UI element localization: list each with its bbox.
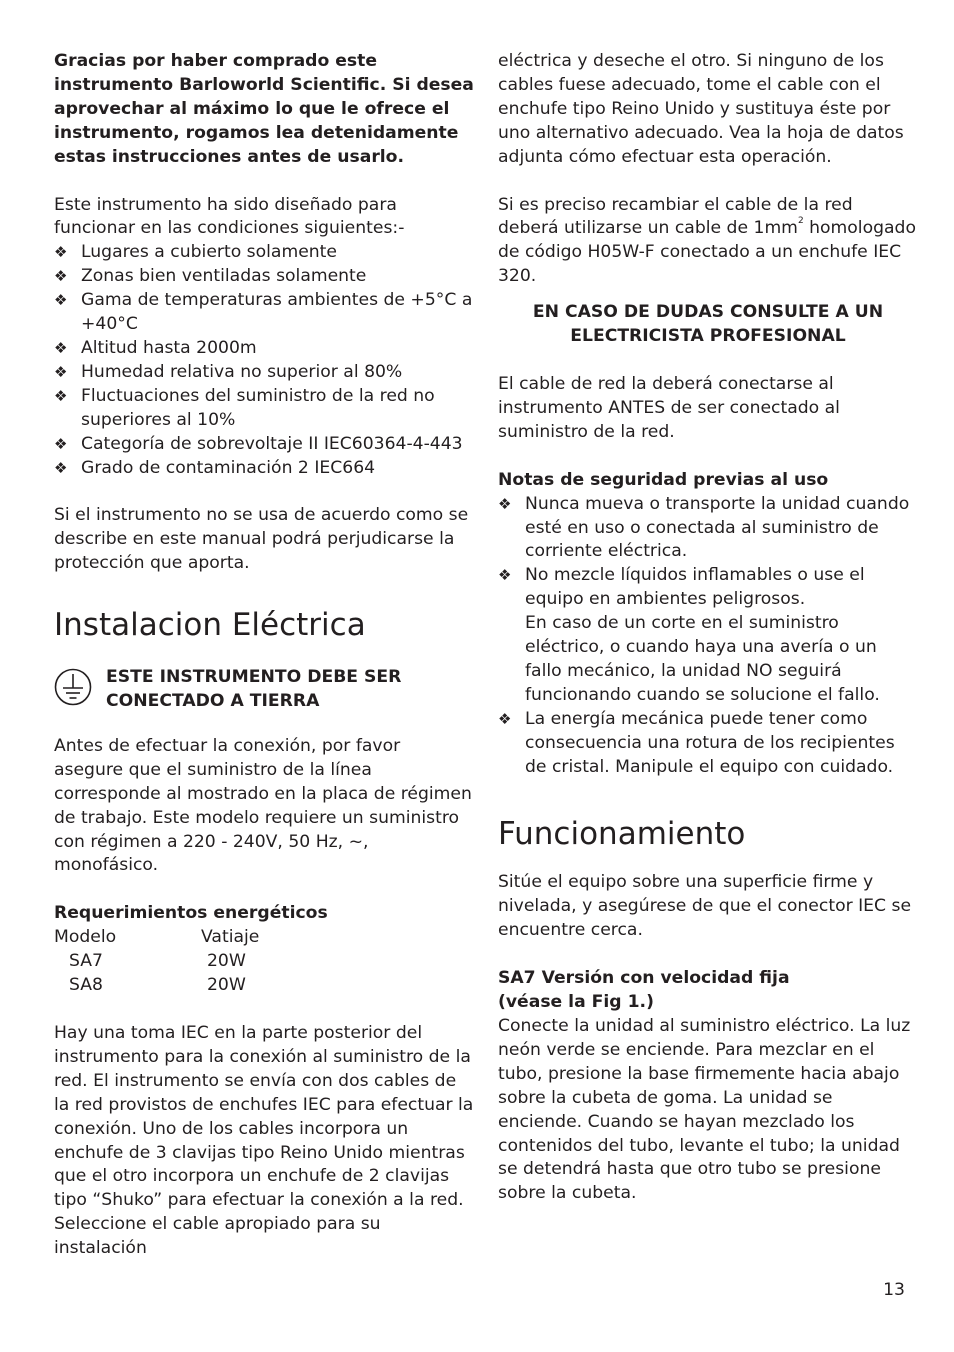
list-item: ❖ Fluctuaciones del suministro de la red no superiores al 10% xyxy=(54,385,435,430)
cable-replace-text: Si es preciso recambiar el cable de la red deberá utilizarse un cable de $1mm^2$ homologado de código H05W-F conectado a un enchufe IEC 320. xyxy=(498,194,916,287)
misuse-text: Si el instrumento no se usa de acuerdo como se describe en este manual podrá perjudicarse la protección que aporta. xyxy=(54,505,469,574)
bullet-icon: ❖ xyxy=(54,386,68,405)
intro-text: Gracias por haber comprado este instrumento Barloworld Scientific. Si desea aprovechar al máximo lo que le ofrece el instrumento, rogamos lea detenidamente estas instrucciones antes de usarlo. xyxy=(54,51,474,167)
connection-text: Antes de efectuar la conexión, por favor asegure que el suministro de la línea corresponde al mostrado en la placa de régimen de trabajo. Este modelo requiere un suministro con régimen a 220 - 240V, 50 Hz, ~, monofásico. xyxy=(54,735,472,876)
list-item: ❖ Zonas bien ventiladas solamente xyxy=(54,265,474,289)
table-row xyxy=(54,974,259,998)
table-row xyxy=(54,950,259,974)
left-column xyxy=(54,50,474,1261)
model-cell: SA7 xyxy=(69,951,103,972)
bullet-icon: ❖ xyxy=(54,267,68,286)
list-item: ❖ No mezcle líquidos inflamables o use el equipo en ambientes peligrosos. En caso de un corte en el suministro eléctrico, o cuando haya una avería o un fallo mecánico, la unidad NO seguirá funcionando cuando se solucione el fallo. xyxy=(498,565,880,705)
power-table xyxy=(54,926,259,998)
bullet-icon: ❖ xyxy=(54,458,68,477)
page-number: 13 xyxy=(883,1280,905,1300)
list-item: ❖ Lugares a cubierto solamente xyxy=(54,241,474,265)
model-cell: SA8 xyxy=(69,975,103,996)
conditions-list xyxy=(54,241,474,480)
sa7-text: Conecte la unidad al suministro eléctrico. La luz neón verde se enciende. Para mezclar en el tubo, presione la base firmemente hacia abajo sobre la cubeta de goma. La unidad se enciende. Cuando se hayan mezclado los contenidos del tubo, levante el tubo; la unidad se detendrá hasta que otro tubo se presione sobre la cubeta. xyxy=(498,1016,911,1204)
safety-list xyxy=(498,493,918,780)
list-item: ❖ Nunca mueva o transporte la unidad cuando esté en uso o conectada al suministro de corriente eléctrica. xyxy=(498,493,910,562)
operation-text: Sitúe el equipo sobre una superficie firme y nivelada, y asegúrese de que el conector IEC se encuentre cerca. xyxy=(498,872,912,941)
operation-heading: Funcionamiento xyxy=(498,816,746,853)
bullet-icon: ❖ xyxy=(54,243,68,262)
install-heading: Instalacion Eléctrica xyxy=(54,607,366,644)
model-header: Modelo xyxy=(54,927,117,948)
iec-text: Hay una toma IEC en la parte posterior del instrumento para la conexión al suministro de la red. El instrumento se envía con dos cables de la red provistos de enchufes IEC para efectuar la conexión. Uno de los cables incorpora un enchufe de 3 clavijas tipo Reino Unido mientras que el otro incorpora un enchufe de 2 clavijas tipo “Shuko” para efectuar la conexión a la red. Seleccione el cable apropiado para su instalación xyxy=(54,1023,474,1259)
list-item: ❖ Categoría de sobrevoltaje II IEC60364-4-443 xyxy=(54,433,474,457)
earth-ground-icon xyxy=(54,668,92,706)
list-item: ❖ Altitud hasta 2000m xyxy=(54,337,474,361)
bullet-icon: ❖ xyxy=(54,434,68,453)
cable-continued-text: eléctrica y deseche el otro. Si ninguno de los cables fuese adecuado, tome el cable con el enchufe tipo Reino Unido y sustituya éste por uno alternativo adecuado. Vea la hoja de datos adjunta cómo efectuar esta operación. xyxy=(498,51,904,167)
list-item: ❖ Gama de temperaturas ambientes de +5°C a +40°C xyxy=(54,290,473,335)
bullet-icon: ❖ xyxy=(498,566,512,585)
bullet-icon: ❖ xyxy=(498,709,512,728)
bullet-icon: ❖ xyxy=(54,338,68,357)
wattage-header: Vatiaje xyxy=(201,927,260,948)
doubt-notice: EN CASO DE DUDAS CONSULTE A UN ELECTRICISTA PROFESIONAL xyxy=(532,302,884,347)
earth-warning-box xyxy=(54,666,474,714)
sa7-heading: SA7 Versión con velocidad fija (véase la Fig 1.) xyxy=(498,968,790,1013)
conditions-intro: Este instrumento ha sido diseñado para funcionar en las condiciones siguientes:- xyxy=(54,194,405,239)
wattage-cell: 20W xyxy=(207,975,246,996)
list-item: ❖ Humedad relativa no superior al 80% xyxy=(54,361,474,385)
connect-first-text: El cable de red la deberá conectarse al instrumento ANTES de ser conectado al suministro de la red. xyxy=(498,373,840,442)
list-item: ❖ Grado de contaminación 2 IEC664 xyxy=(54,457,474,481)
bullet-icon: ❖ xyxy=(54,291,68,310)
power-heading: Requerimientos energéticos xyxy=(54,903,328,924)
table-header-row xyxy=(54,926,259,950)
wattage-cell: 20W xyxy=(207,951,246,972)
right-column xyxy=(498,50,918,1206)
safety-heading: Notas de seguridad previas al uso xyxy=(498,469,829,490)
list-item: ❖ La energía mecánica puede tener como consecuencia una rotura de los recipientes de cristal. Manipule el equipo con cuidado. xyxy=(498,708,895,777)
earth-warning-text: ESTE INSTRUMENTO DEBE SER CONECTADO A TIERRA xyxy=(106,667,402,712)
bullet-icon: ❖ xyxy=(498,494,512,513)
bullet-icon: ❖ xyxy=(54,362,68,381)
